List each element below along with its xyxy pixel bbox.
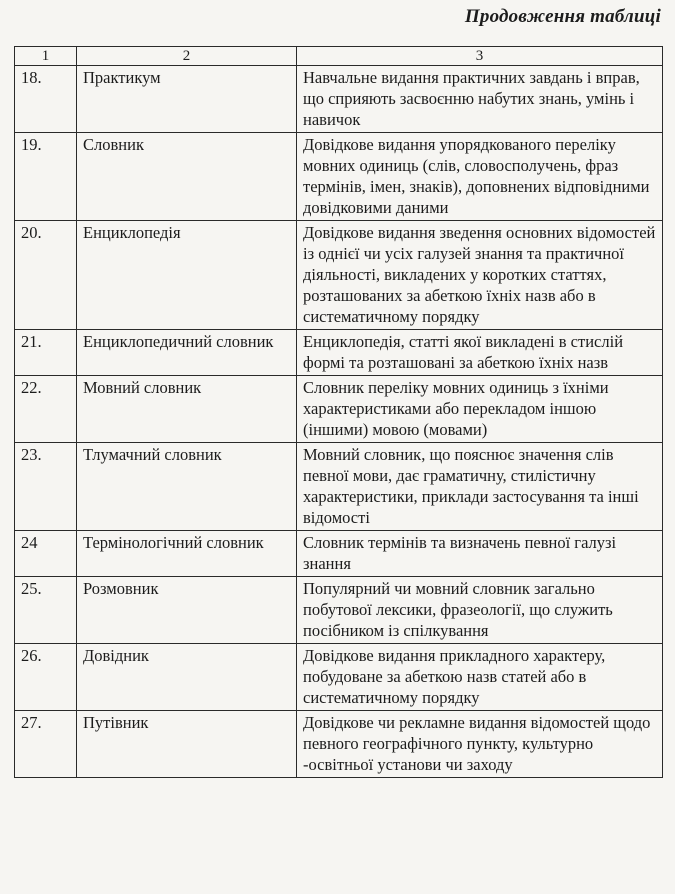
column-number-3: 3 <box>297 47 663 66</box>
definition-cell: Довідкове видання прикладного характеру, побудоване за абеткою назв статей або в систематичному порядку <box>297 644 663 711</box>
continuation-caption: Продовження таблиці <box>464 6 661 27</box>
definitions-table <box>14 46 663 778</box>
row-number: 24 <box>15 531 77 577</box>
term-cell: Енциклопедія <box>77 221 297 330</box>
term-cell: Енциклопедичний словник <box>77 330 297 376</box>
definition-cell: Популярний чи мовний словник загально побутової лексики, фразеології, що служить посібником із спілкування <box>297 577 663 644</box>
definition-cell: Навчальне видання практичних завдань і вправ, що сприяють засвоєнню набутих знань, умінь і навичок <box>297 66 663 133</box>
definition-cell: Словник термінів та визначень певної галузі знання <box>297 531 663 577</box>
term-cell: Довідник <box>77 644 297 711</box>
table-row <box>15 443 663 531</box>
term-cell: Мовний словник <box>77 376 297 443</box>
row-number: 21. <box>15 330 77 376</box>
table-row <box>15 531 663 577</box>
row-number: 27. <box>15 711 77 778</box>
row-number: 19. <box>15 133 77 221</box>
column-number-2: 2 <box>77 47 297 66</box>
definition-cell: Словник переліку мовних одиниць з їхніми характеристиками або перекладом іншою (іншими) мовою (мовами) <box>297 376 663 443</box>
definition-cell: Мовний словник, що пояснює значення слів певної мови, дає граматичну, стилістичну характеристики, приклади застосування та інші відомості <box>297 443 663 531</box>
term-cell: Розмовник <box>77 577 297 644</box>
table-row <box>15 644 663 711</box>
table-row <box>15 221 663 330</box>
row-number: 26. <box>15 644 77 711</box>
row-number: 20. <box>15 221 77 330</box>
definition-cell: Енциклопедія, статті якої викладені в стислій формі та розташовані за абеткою їхніх назв <box>297 330 663 376</box>
table-row <box>15 577 663 644</box>
row-number: 23. <box>15 443 77 531</box>
definition-cell: Довідкове чи рекламне видання відомостей щодо певного географічного пункту, культурно -освітньої установи чи заходу <box>297 711 663 778</box>
table-row <box>15 711 663 778</box>
row-number: 18. <box>15 66 77 133</box>
table-row <box>15 66 663 133</box>
row-number: 25. <box>15 577 77 644</box>
column-number-row <box>15 47 663 66</box>
term-cell: Практикум <box>77 66 297 133</box>
row-number: 22. <box>15 376 77 443</box>
term-cell: Тлумачний словник <box>77 443 297 531</box>
term-cell: Словник <box>77 133 297 221</box>
definition-cell: Довідкове видання упорядкованого переліку мовних одиниць (слів, словосполучень, фраз термінів, імен, знаків), доповнених відповідними довідковими даними <box>297 133 663 221</box>
term-cell: Термінологічний словник <box>77 531 297 577</box>
column-number-1: 1 <box>15 47 77 66</box>
definition-cell: Довідкове видання зведення основних відомостей із однієї чи усіх галузей знання та практичної діяльності, викладених у коротких статтях, розташованих за абеткою їхніх назв або в систематичному порядку <box>297 221 663 330</box>
table-row <box>15 376 663 443</box>
term-cell: Путівник <box>77 711 297 778</box>
table-row <box>15 330 663 376</box>
table-row <box>15 133 663 221</box>
